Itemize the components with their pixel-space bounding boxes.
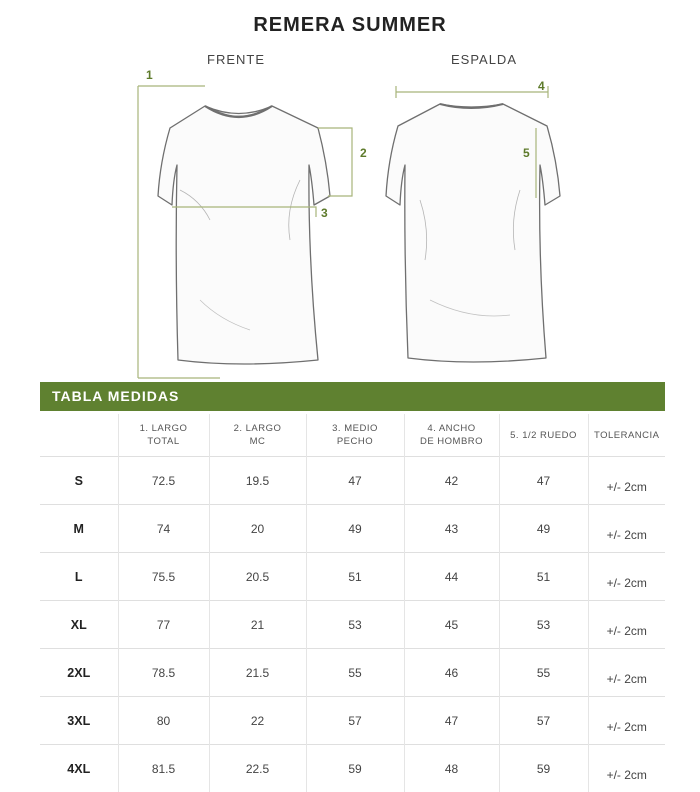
- cell-largo-total: 75.5: [118, 553, 209, 601]
- header-line: PECHO: [337, 436, 373, 447]
- table-row: [40, 505, 665, 553]
- size-label: S: [40, 457, 118, 505]
- header-line: TOTAL: [147, 436, 179, 447]
- front-view-label: FRENTE: [176, 52, 296, 67]
- cell-largo-total: 78.5: [118, 649, 209, 697]
- cell-ruedo: 55: [499, 649, 588, 697]
- cell-largo-mc: 21.5: [209, 649, 306, 697]
- cell-medio-pecho: 47: [306, 457, 404, 505]
- header-line: 1. LARGO: [140, 423, 188, 434]
- cell-largo-total: 72.5: [118, 457, 209, 505]
- back-view-label: ESPALDA: [424, 52, 544, 67]
- cell-ancho-hombro: 46: [404, 649, 499, 697]
- size-label: 2XL: [40, 649, 118, 697]
- cell-ruedo: 49: [499, 505, 588, 553]
- header-ancho-hombro: [404, 414, 499, 457]
- cell-largo-mc: 22: [209, 697, 306, 745]
- header-line: DE HOMBRO: [420, 436, 483, 447]
- size-table: [40, 414, 665, 792]
- cell-largo-total: 74: [118, 505, 209, 553]
- table-row: [40, 553, 665, 601]
- header-line: 2. LARGO: [234, 423, 282, 434]
- header-line: MC: [250, 436, 266, 447]
- size-label: M: [40, 505, 118, 553]
- table-row: [40, 697, 665, 745]
- cell-tolerancia: +/- 2cm: [588, 553, 665, 601]
- cell-ancho-hombro: 47: [404, 697, 499, 745]
- measure-number-4: 4: [538, 79, 545, 93]
- front-tshirt-drawing: [158, 106, 330, 364]
- measure-number-3: 3: [321, 206, 328, 220]
- cell-ruedo: 53: [499, 601, 588, 649]
- cell-ruedo: 47: [499, 457, 588, 505]
- table-row: [40, 745, 665, 792]
- header-size: [40, 414, 118, 457]
- cell-tolerancia: +/- 2cm: [588, 457, 665, 505]
- measure-line-4-ancho-hombro: [396, 86, 548, 98]
- header-line: 5. 1/2 RUEDO: [510, 430, 577, 441]
- cell-largo-mc: 21: [209, 601, 306, 649]
- garment-diagram: [0, 0, 700, 380]
- cell-ancho-hombro: 45: [404, 601, 499, 649]
- cell-tolerancia: +/- 2cm: [588, 745, 665, 792]
- cell-largo-total: 77: [118, 601, 209, 649]
- cell-ruedo: 59: [499, 745, 588, 792]
- cell-largo-mc: 22.5: [209, 745, 306, 792]
- back-tshirt-drawing: [386, 104, 560, 362]
- header-line: 4. ANCHO: [427, 423, 475, 434]
- cell-medio-pecho: 51: [306, 553, 404, 601]
- cell-ruedo: 51: [499, 553, 588, 601]
- measure-number-1: 1: [146, 68, 153, 82]
- header-tolerancia: [588, 414, 665, 457]
- header-ruedo: [499, 414, 588, 457]
- header-largo-mc: [209, 414, 306, 457]
- cell-tolerancia: +/- 2cm: [588, 697, 665, 745]
- table-row: [40, 457, 665, 505]
- size-label: 4XL: [40, 745, 118, 792]
- size-label: XL: [40, 601, 118, 649]
- cell-medio-pecho: 53: [306, 601, 404, 649]
- cell-tolerancia: +/- 2cm: [588, 601, 665, 649]
- header-line: TOLERANCIA: [594, 430, 660, 441]
- header-largo-total: [118, 414, 209, 457]
- cell-ancho-hombro: 44: [404, 553, 499, 601]
- cell-medio-pecho: 59: [306, 745, 404, 792]
- cell-ancho-hombro: 43: [404, 505, 499, 553]
- table-row: [40, 649, 665, 697]
- size-label: 3XL: [40, 697, 118, 745]
- measure-number-2: 2: [360, 146, 367, 160]
- cell-medio-pecho: 49: [306, 505, 404, 553]
- cell-largo-mc: 20.5: [209, 553, 306, 601]
- cell-largo-mc: 19.5: [209, 457, 306, 505]
- table-header-row: [40, 414, 665, 457]
- cell-largo-total: 81.5: [118, 745, 209, 792]
- cell-ruedo: 57: [499, 697, 588, 745]
- cell-medio-pecho: 55: [306, 649, 404, 697]
- cell-medio-pecho: 57: [306, 697, 404, 745]
- size-table-banner: TABLA MEDIDAS: [40, 382, 665, 411]
- table-row: [40, 601, 665, 649]
- cell-ancho-hombro: 48: [404, 745, 499, 792]
- cell-tolerancia: +/- 2cm: [588, 505, 665, 553]
- size-label: L: [40, 553, 118, 601]
- measure-number-5: 5: [523, 146, 530, 160]
- cell-tolerancia: +/- 2cm: [588, 649, 665, 697]
- cell-largo-total: 80: [118, 697, 209, 745]
- header-medio-pecho: [306, 414, 404, 457]
- cell-largo-mc: 20: [209, 505, 306, 553]
- header-line: 3. MEDIO: [332, 423, 378, 434]
- page-title: REMERA SUMMER: [0, 14, 700, 37]
- cell-ancho-hombro: 42: [404, 457, 499, 505]
